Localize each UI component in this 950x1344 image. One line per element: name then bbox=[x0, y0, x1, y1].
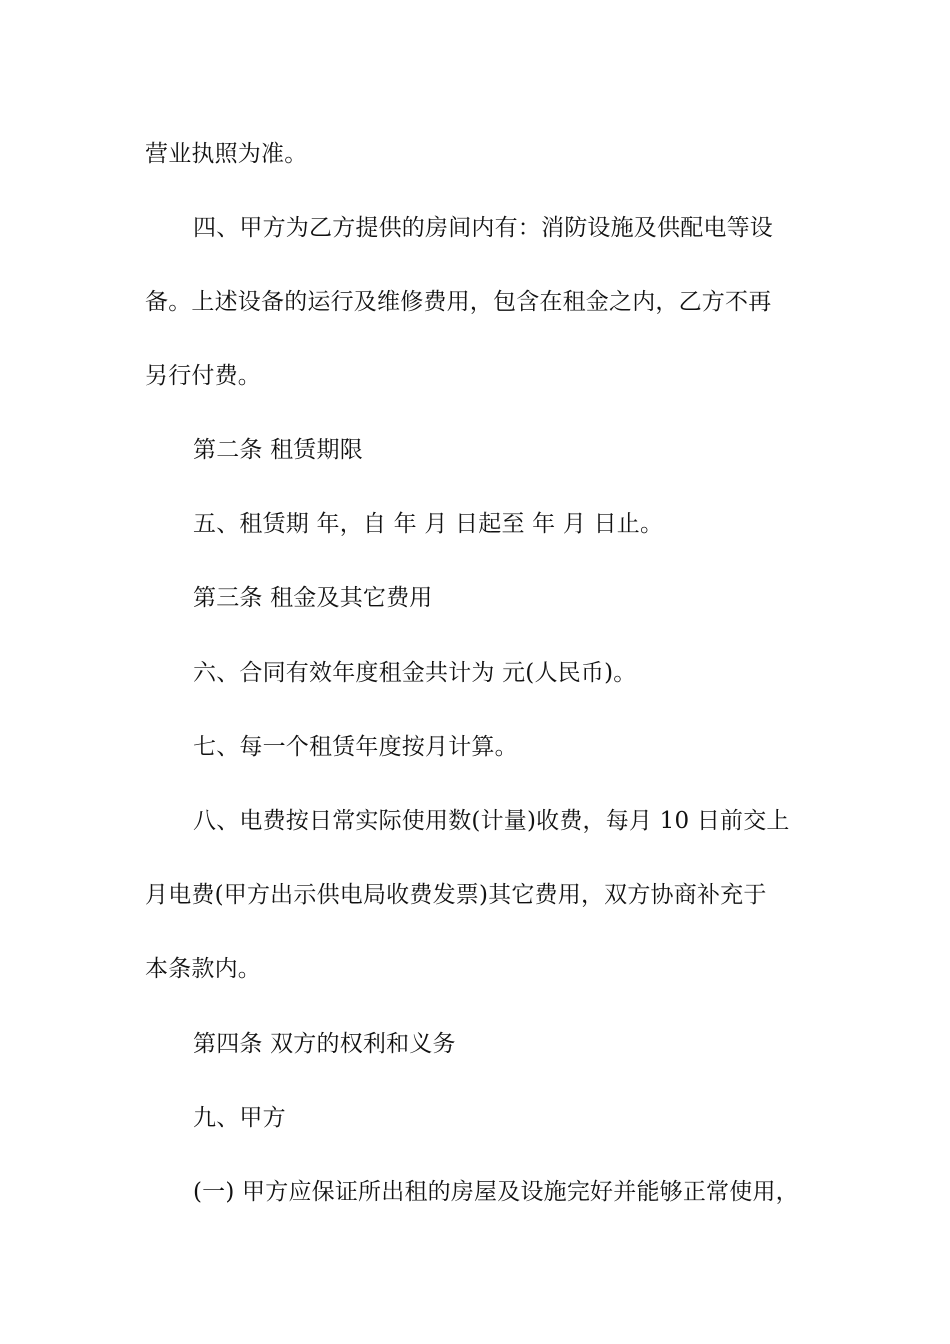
paragraph-line: 六、合同有效年度租金共计为 元(人民币)。 bbox=[193, 660, 637, 686]
paragraph-line: 月电费(甲方出示供电局收费发票)其它费用，双方协商补充于 bbox=[145, 882, 767, 908]
paragraph-line: 四、甲方为乙方提供的房间内有：消防设施及供配电等设 bbox=[193, 215, 773, 241]
paragraph-line: 备。上述设备的运行及维修费用，包含在租金之内，乙方不再 bbox=[145, 289, 772, 315]
section-heading: 第四条 双方的权利和义务 bbox=[193, 1031, 456, 1057]
paragraph-line: (一) 甲方应保证所出租的房屋及设施完好并能够正常使用， bbox=[193, 1179, 799, 1205]
paragraph-line: 本条款内。 bbox=[145, 956, 261, 982]
paragraph-line: 八、电费按日常实际使用数(计量)收费，每月 10 日前交上 bbox=[193, 808, 790, 834]
paragraph-line: 营业执照为准。 bbox=[145, 141, 308, 167]
paragraph-line: 五、租赁期 年，自 年 月 日起至 年 月 日止。 bbox=[193, 511, 664, 537]
paragraph-line: 七、每一个租赁年度按月计算。 bbox=[193, 734, 518, 760]
section-heading: 第二条 租赁期限 bbox=[193, 437, 363, 463]
paragraph-line: 另行付费。 bbox=[145, 363, 261, 389]
section-heading: 第三条 租金及其它费用 bbox=[193, 585, 433, 611]
paragraph-line: 九、甲方 bbox=[193, 1105, 286, 1131]
